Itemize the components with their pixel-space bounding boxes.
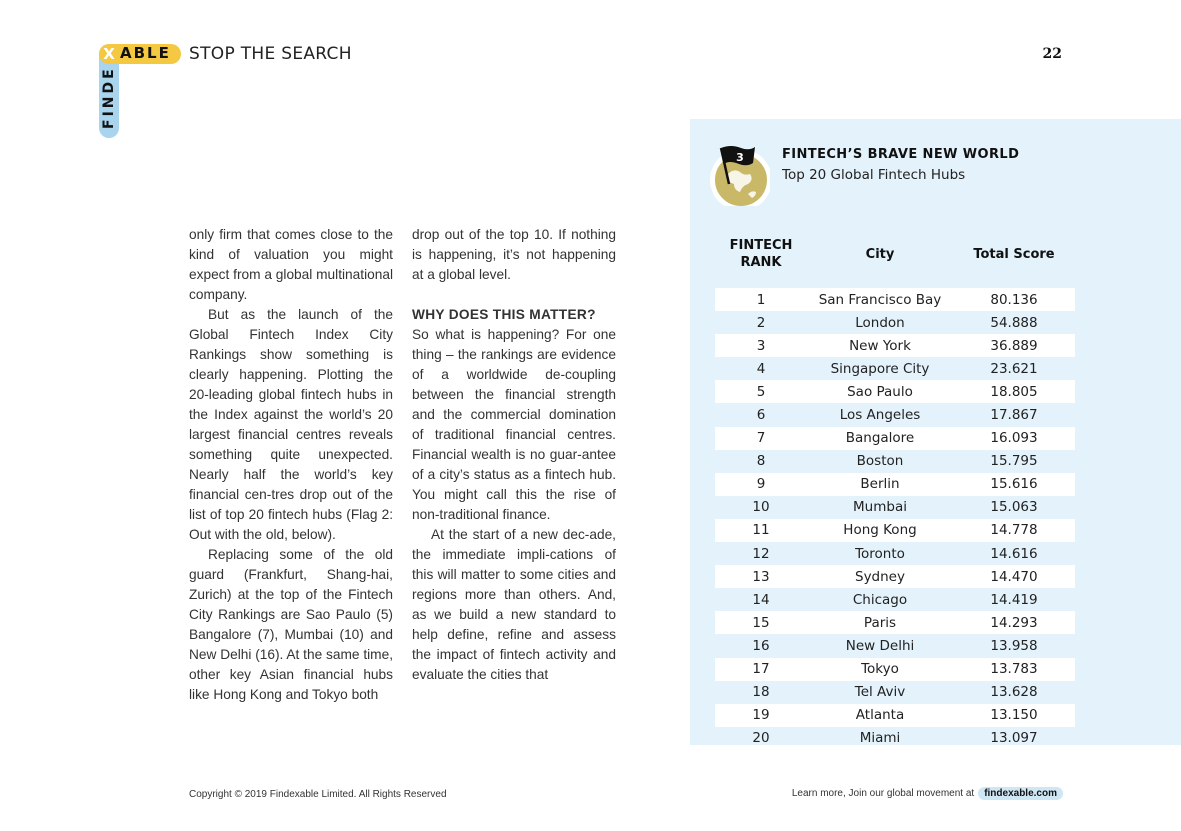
column-header-city: City	[865, 246, 895, 262]
rank-cell: 15	[752, 614, 770, 631]
score-cell: 15.063	[990, 499, 1038, 516]
rank-cell: 13	[752, 568, 770, 585]
table-row	[715, 565, 1075, 588]
table-row	[715, 704, 1075, 727]
city-cell: Mumbai	[853, 499, 907, 516]
footer-learn-more: Learn more, Join our global movement at	[791, 788, 975, 799]
score-cell: 14.293	[990, 614, 1038, 631]
table-row	[715, 542, 1075, 565]
score-cell: 16.093	[990, 430, 1038, 447]
table-row	[715, 288, 1075, 311]
city-cell: Toronto	[855, 545, 905, 562]
rank-cell: 7	[756, 430, 766, 447]
score-cell: 13.628	[990, 684, 1038, 701]
score-cell: 13.150	[990, 707, 1038, 724]
city-cell: Paris	[863, 614, 897, 631]
table-body	[715, 288, 1075, 750]
panel-subtitle: Top 20 Global Fintech Hubs	[782, 167, 966, 183]
table-row	[715, 403, 1075, 426]
city-cell: Sydney	[855, 568, 905, 585]
rank-cell: 10	[752, 499, 770, 516]
rank-cell: 20	[752, 730, 770, 747]
paragraph: So what is happening? For one thing – the rankings are evidence of a worldwide de-coupling between the financial strength and the commercial domination of traditional financial centres. Financial wealth is no guar-antee of a city’s status as a fintech hub. You might call this the rise of non-traditional finance.	[412, 327, 616, 522]
rank-cell: 8	[756, 453, 766, 470]
score-cell: 14.778	[990, 522, 1038, 539]
city-cell: London	[855, 314, 905, 331]
table-row	[715, 634, 1075, 657]
city-cell: Atlanta	[855, 707, 905, 724]
score-cell: 13.097	[990, 730, 1038, 747]
city-cell: Tokyo	[861, 661, 899, 678]
rank-cell: 11	[752, 522, 770, 539]
score-cell: 36.889	[990, 337, 1038, 354]
city-cell: Singapore City	[830, 360, 930, 377]
rank-cell: 14	[752, 591, 770, 608]
score-cell: 23.621	[990, 360, 1038, 377]
score-cell: 14.616	[990, 545, 1038, 562]
panel-title: FINTECH’S BRAVE NEW WORLD	[782, 147, 1020, 162]
score-cell: 80.136	[990, 291, 1038, 308]
city-cell: Boston	[856, 453, 904, 470]
column-header-score: Total Score	[973, 246, 1055, 262]
city-cell: Bangalore	[845, 430, 915, 447]
city-cell: Miami	[859, 730, 901, 747]
logo-x-mark: X	[103, 45, 115, 63]
city-cell: Sao Paulo	[847, 383, 913, 400]
paragraph: Replacing some of the old guard (Frankfurt, Shang-hai, Zurich) at the top of the Fintech City Rankings are Sao Paulo (5) Bangalore (7), Mumbai (10) and New Delhi (16). At the same time, other key Asian financial hubs like Hong Kong and Tokyo both	[189, 547, 393, 702]
table-row	[715, 658, 1075, 681]
score-cell: 14.470	[990, 568, 1038, 585]
rank-cell: 16	[752, 637, 770, 654]
section-subheading: WHY DOES THIS MATTER?	[412, 307, 596, 322]
rank-cell: 6	[756, 407, 766, 424]
footer-copyright: Copyright © 2019 Findexable Limited. All Rights Reserved	[189, 789, 447, 800]
table-row	[715, 681, 1075, 704]
column-header-rank: FINTECH RANK	[729, 238, 793, 270]
city-cell: Berlin	[860, 476, 900, 493]
table-row	[715, 727, 1075, 750]
rank-cell: 2	[756, 314, 766, 331]
city-cell: Hong Kong	[843, 522, 917, 539]
rank-cell: 9	[756, 476, 766, 493]
table-row	[715, 450, 1075, 473]
page-header-title: STOP THE SEARCH	[189, 44, 352, 64]
rank-cell: 17	[752, 661, 770, 678]
paragraph: only firm that comes close to the kind of valuation you might expect from a global multinational company.	[189, 227, 393, 302]
city-cell: New Delhi	[845, 637, 915, 654]
score-cell: 14.419	[990, 591, 1038, 608]
score-cell: 15.616	[990, 476, 1038, 493]
table-header	[715, 230, 1075, 278]
logo-able-text: ABLE	[120, 44, 171, 62]
body-column-1	[189, 225, 393, 745]
table-row	[715, 311, 1075, 334]
footer-cta	[792, 787, 1063, 800]
score-cell: 13.783	[990, 661, 1038, 678]
body-column-2	[412, 225, 616, 745]
score-cell: 17.867	[990, 407, 1038, 424]
city-cell: Chicago	[852, 591, 908, 608]
table-row	[715, 496, 1075, 519]
rank-cell: 4	[756, 360, 766, 377]
city-cell: Los Angeles	[839, 407, 921, 424]
table-row	[715, 519, 1075, 542]
badge-number: 3	[736, 151, 744, 164]
flag-globe-badge	[708, 144, 770, 206]
score-cell: 13.958	[990, 637, 1038, 654]
table-row	[715, 380, 1075, 403]
page-number: 22	[1042, 46, 1062, 62]
logo-finde-text	[99, 109, 119, 129]
rank-cell: 18	[752, 684, 770, 701]
paragraph: drop out of the top 10. If nothing is happening, it’s not happening at a global level.	[412, 227, 616, 282]
table-row	[715, 588, 1075, 611]
score-cell: 15.795	[990, 453, 1038, 470]
score-cell: 54.888	[990, 314, 1038, 331]
table-row	[715, 334, 1075, 357]
paragraph: But as the launch of the Global Fintech Index City Rankings show something is clearly happening. Plotting the 20-leading global fintech hubs in the Index against the world’s 20 largest financial centres reveals something quite unexpected. Nearly half the world’s key financial cen-tres drop out of the list of top 20 fintech hubs (Flag 2: Out with the old, below).	[189, 307, 393, 542]
rank-cell: 5	[756, 383, 766, 400]
rank-cell: 19	[752, 707, 770, 724]
table-row	[715, 357, 1075, 380]
paragraph: At the start of a new dec-ade, the immediate impli-cations of this will matter to some cities and regions more than others. And, as we build a new standard to help define, refine and assess the impact of fintech activity and evaluate the cities that	[412, 527, 616, 682]
rank-cell: 3	[756, 337, 766, 354]
table-row	[715, 611, 1075, 634]
fintech-hubs-panel	[690, 119, 1181, 745]
score-cell: 18.805	[990, 383, 1038, 400]
table-row	[715, 427, 1075, 450]
footer-website-link[interactable]: findexable.com	[978, 787, 1063, 800]
rank-cell: 1	[756, 291, 766, 308]
table-row	[715, 473, 1075, 496]
city-cell: San Francisco Bay	[818, 291, 942, 308]
fintech-rankings-table	[715, 230, 1075, 750]
rank-cell: 12	[752, 545, 770, 562]
city-cell: Tel Aviv	[854, 684, 906, 701]
city-cell: New York	[849, 337, 911, 354]
